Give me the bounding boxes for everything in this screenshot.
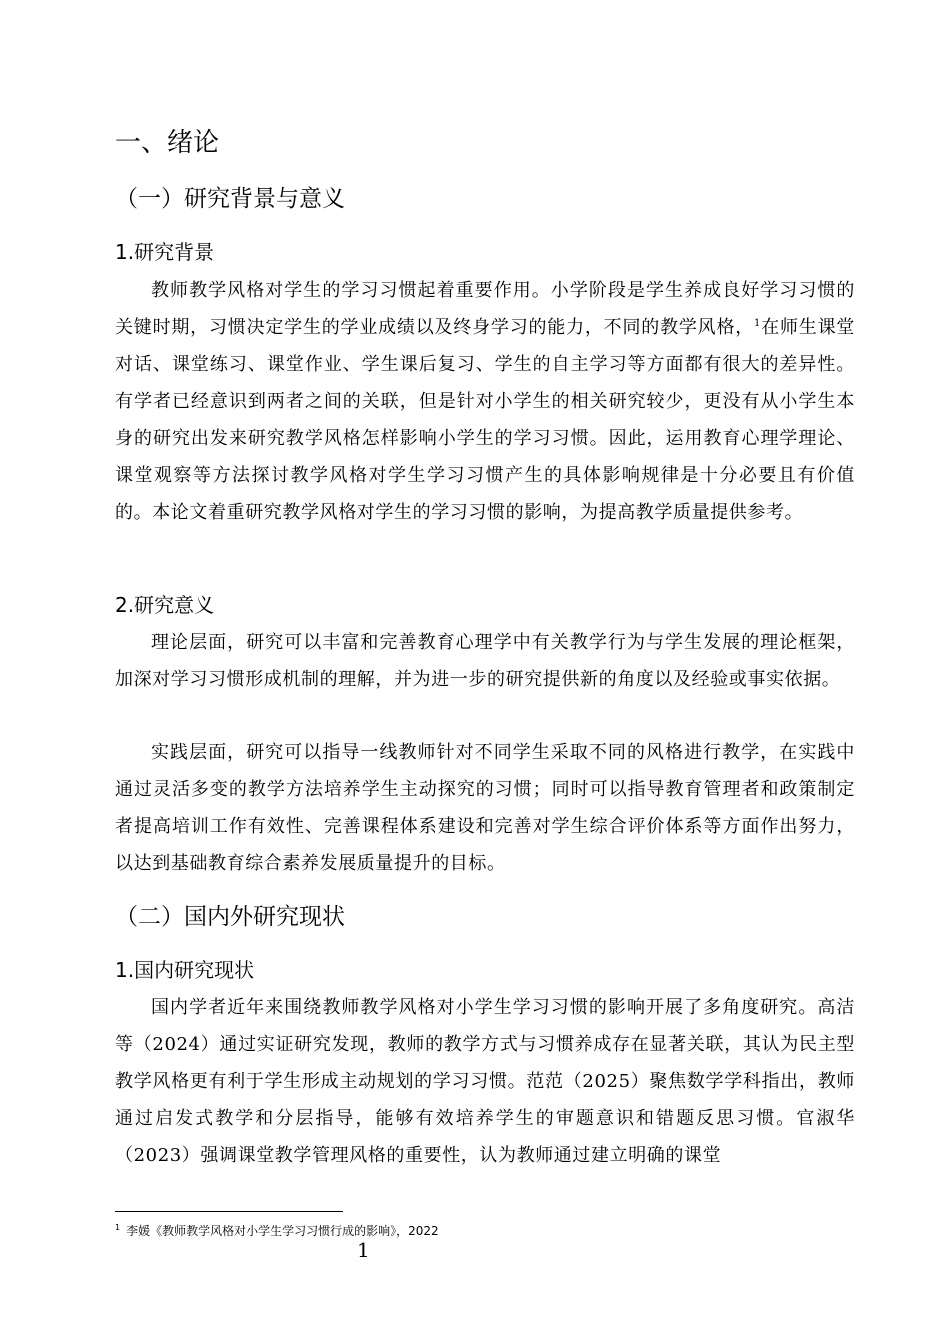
section-heading-research-status: （二）国内外研究现状 — [115, 904, 345, 930]
subsection-heading-research-background: 1.研究背景 — [115, 240, 215, 264]
footnote-separator — [115, 1211, 343, 1212]
section-heading-background: （一）研究背景与意义 — [115, 186, 345, 212]
paragraph-domestic-research: 国内学者近年来围绕教师教学风格对小学生学习习惯的影响开展了多角度研究。高洁等（2024）通过实证研究发现，教师的教学方式与习惯养成存在显著关联，其认为民主型教学风格更有利于学生形成主动规划的学习习惯。范范（2025）聚焦数学学科指出，教师通过启发式教学和分层指导，能够有效培养学生的审题意识和错题反思习惯。官淑华（2023）强调课堂教学管理风格的重要性，认为教师通过建立明确的课堂 — [115, 997, 855, 1166]
footnote-text: 李媛《教师教学风格对小学生学习习惯行成的影响》，2022 — [126, 1224, 439, 1238]
footnote-mark: 1 — [115, 1223, 121, 1232]
paragraph-text: 在师生课堂对话、课堂练习、课堂作业、学生课后复习、学生的自主学习等方面都有很大的差异性。有学者已经意识到两者之间的关联，但是针对小学生的相关研究较少，更没有从小学生本身的研究出发来研究教学风格怎样影响小学生的学习习惯。因此，运用教育心理学理论、课堂观察等方法探讨教学风格对学生学习习惯产生的具体影响规律是十分必要且有价值的。本论文着重研究教学风格对学生的学习习惯的影响，为提高教学质量提供参考。 — [115, 317, 855, 523]
chapter-heading: 一、绪论 — [115, 128, 220, 158]
paragraph-research-background — [115, 272, 855, 531]
paragraph-theory-level: 理论层面，研究可以丰富和完善教育心理学中有关教学行为与学生发展的理论框架，加深对学习习惯形成机制的理解，并为进一步的研究提供新的角度以及经验或事实依据。 — [115, 632, 855, 690]
paragraph-text: 教师教学风格对学生的学习习惯起着重要作用。小学阶段是学生养成良好学习习惯的关键时期，习惯决定学生的学业成绩以及终身学习的能力，不同的教学风格， — [115, 280, 855, 338]
subsection-heading-domestic-research: 1.国内研究现状 — [115, 958, 255, 982]
paragraph-practice-level: 实践层面，研究可以指导一线教师针对不同学生采取不同的风格进行教学，在实践中通过灵活多变的教学方法培养学生主动探究的习惯；同时可以指导教育管理者和政策制定者提高培训工作有效性、完善课程体系建设和完善对学生综合评价体系等方面作出努力，以达到基础教育综合素养发展质量提升的目标。 — [115, 742, 855, 874]
page-number: 1 — [357, 1238, 370, 1262]
footnote — [115, 1222, 439, 1239]
subsection-heading-research-significance: 2.研究意义 — [115, 593, 215, 617]
footnote-reference[interactable]: 1 — [754, 318, 762, 329]
